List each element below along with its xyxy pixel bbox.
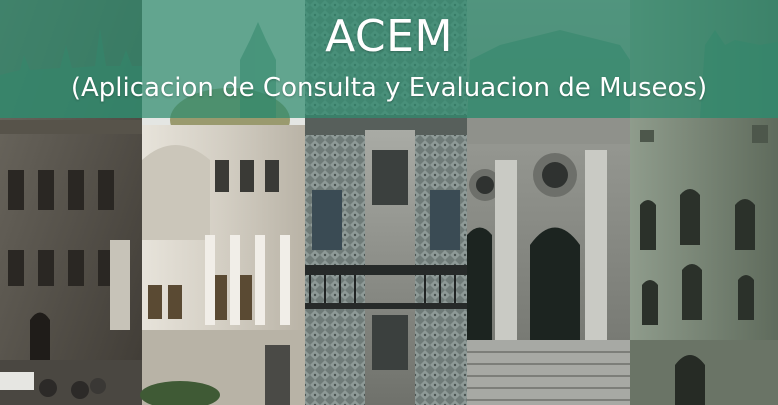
app-subtitle: (Aplicacion de Consulta y Evaluacion de Museos) xyxy=(70,73,708,103)
app-title: ACEM xyxy=(325,11,453,62)
